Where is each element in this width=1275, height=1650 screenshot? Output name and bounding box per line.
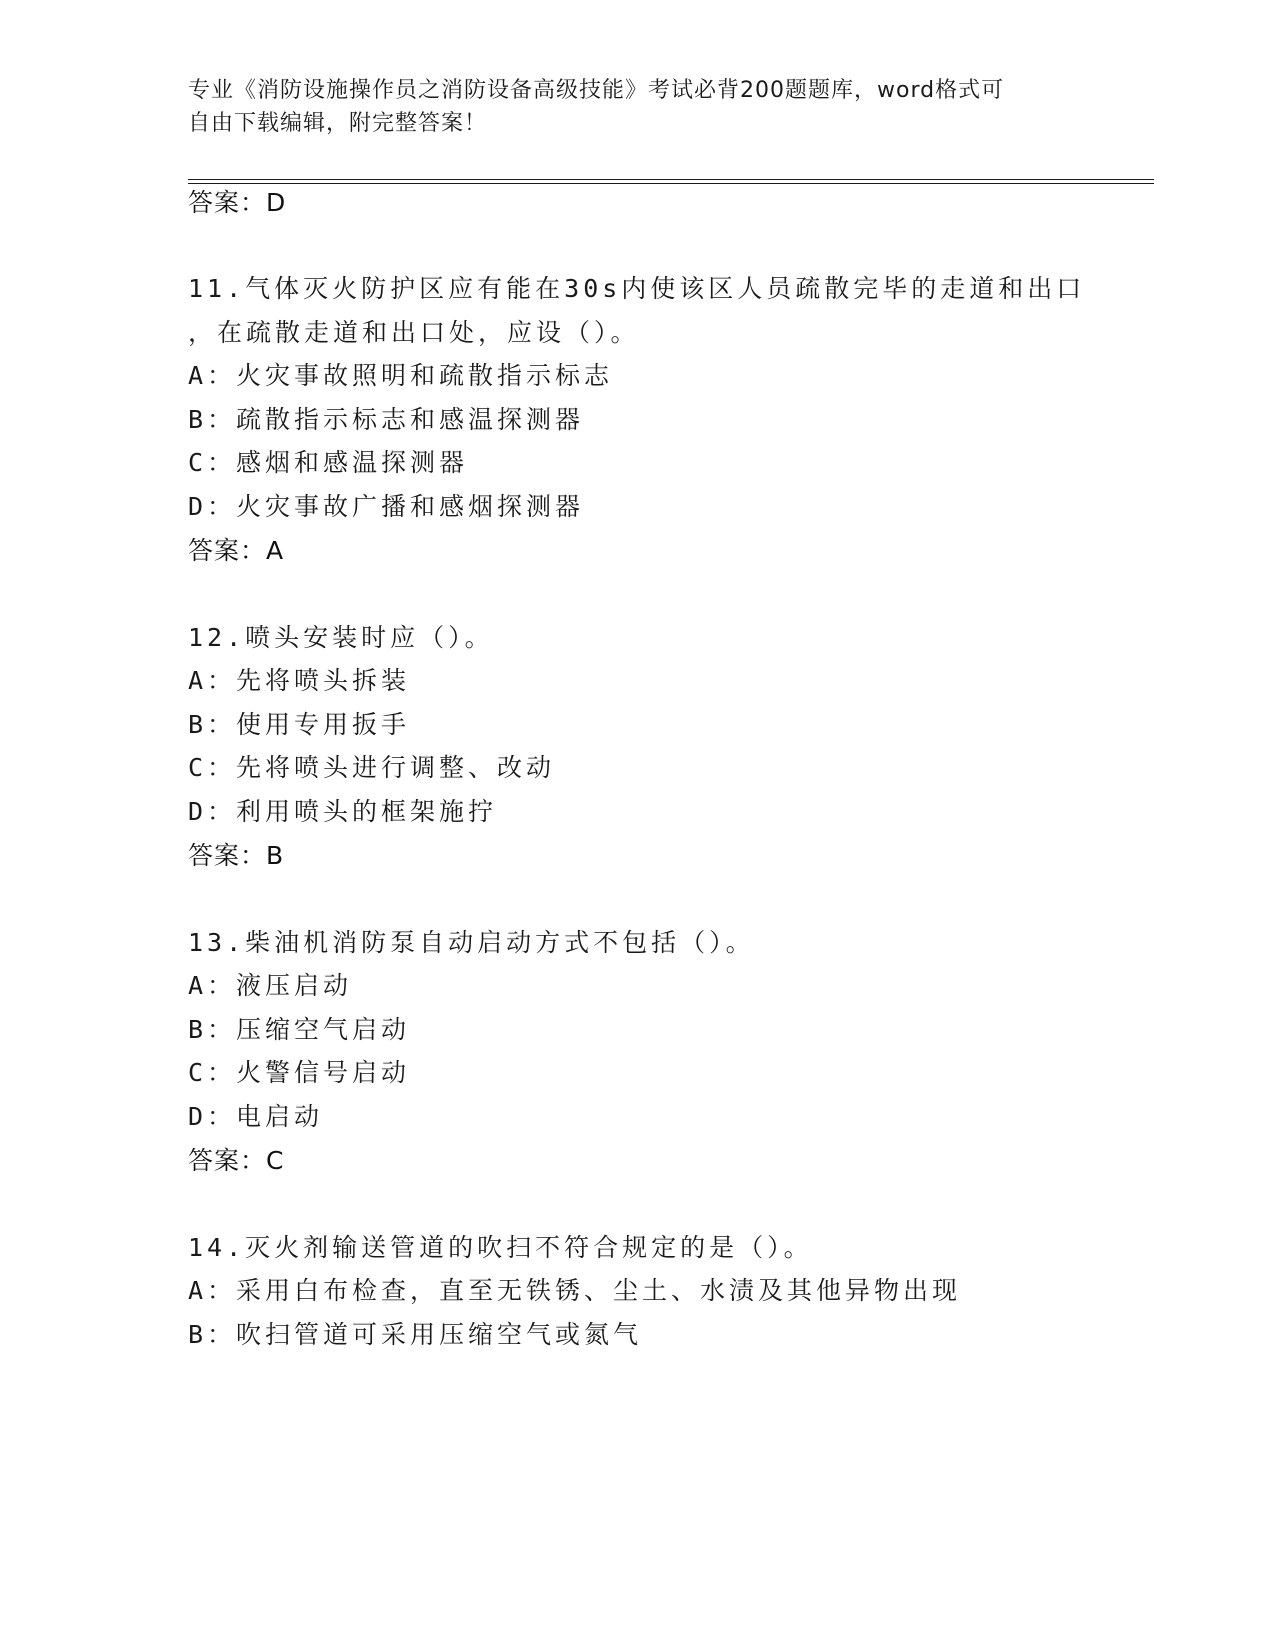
question-12-answer: 答案：B	[188, 841, 285, 870]
question-13-option-d: D：电启动	[188, 1102, 324, 1131]
question-11-answer: 答案：A	[188, 536, 285, 565]
question-14-option-b: B：吹扫管道可采用压缩空气或氮气	[188, 1320, 643, 1349]
question-12-option-d: D：利用喷头的框架施拧	[188, 797, 498, 826]
question-11-stem-line-1: 11.气体灭火防护区应有能在30s内使该区人员疏散完毕的走道和出口	[188, 274, 1086, 303]
question-13-stem: 13.柴油机消防泵自动启动方式不包括（）。	[188, 928, 755, 957]
document-header	[188, 74, 1088, 140]
question-13-option-c: C：火警信号启动	[188, 1058, 411, 1087]
question-11-option-c: C：感烟和感温探测器	[188, 448, 469, 477]
question-14-option-a: A：采用白布检查，直至无铁锈、尘土、水渍及其他异物出现	[188, 1276, 962, 1305]
question-12-option-a: A：先将喷头拆装	[188, 666, 411, 695]
header-divider-bottom	[188, 183, 1154, 184]
question-13-option-a: A：液压启动	[188, 971, 353, 1000]
question-11-stem-line-2: ，在疏散走道和出口处，应设（）。	[188, 318, 640, 347]
question-11-option-d: D：火灾事故广播和感烟探测器	[188, 492, 585, 521]
question-13-option-b: B：压缩空气启动	[188, 1015, 411, 1044]
question-14-stem: 14.灭火剂输送管道的吹扫不符合规定的是（）。	[188, 1233, 813, 1262]
header-divider-top	[188, 179, 1154, 180]
question-12-stem: 12.喷头安装时应（）。	[188, 623, 494, 652]
question-11-option-b: B：疏散指示标志和感温探测器	[188, 405, 585, 434]
question-12-option-c: C：先将喷头进行调整、改动	[188, 753, 556, 782]
question-12-option-b: B：使用专用扳手	[188, 710, 411, 739]
previous-answer: 答案：D	[188, 188, 287, 217]
header-line-1: 专业《消防设施操作员之消防设备高级技能》考试必背200题题库，word格式可	[188, 78, 1005, 103]
header-line-2: 自由下载编辑，附完整答案！	[188, 111, 488, 136]
question-11-option-a: A：火灾事故照明和疏散指示标志	[188, 361, 614, 390]
question-13-answer: 答案：C	[188, 1146, 285, 1175]
